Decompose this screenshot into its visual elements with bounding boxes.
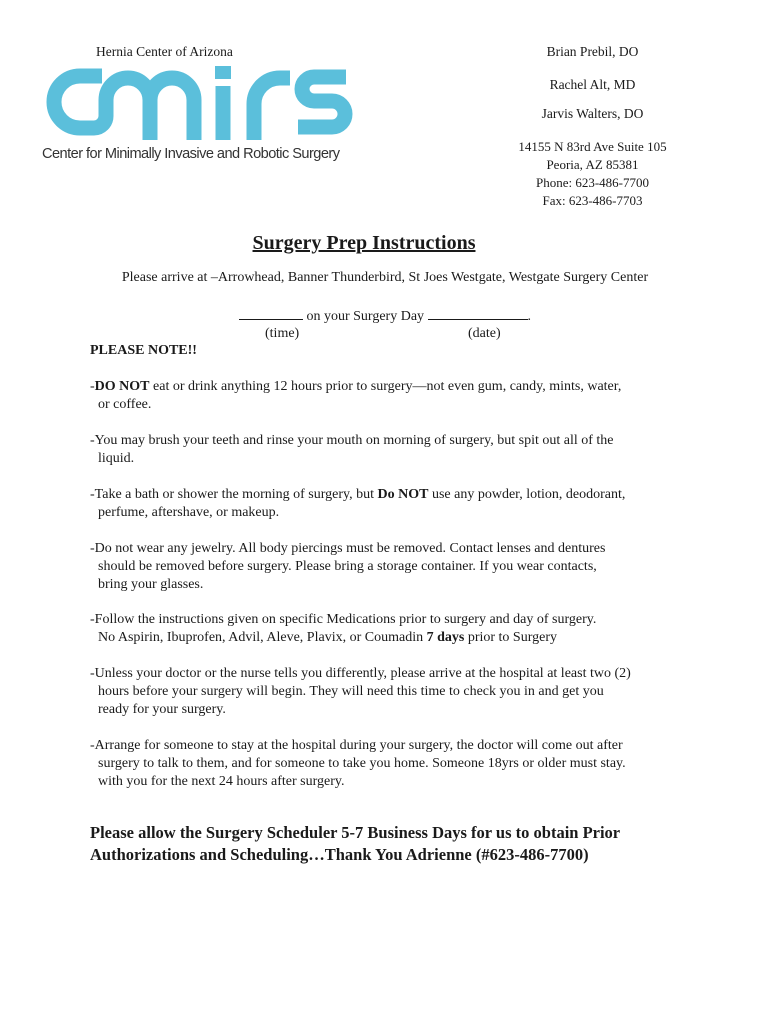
- address-street: 14155 N 83rd Ave Suite 105: [518, 139, 667, 154]
- instruction-item: [90, 611, 690, 647]
- text: -Take a bath or shower the morning of surgery, but: [90, 487, 378, 502]
- address-city: Peoria, AZ 85381: [546, 157, 639, 172]
- doctor-name: Brian Prebil, DO: [546, 44, 639, 59]
- instruction-line: liquid.: [98, 451, 135, 466]
- text: prior to Surgery: [464, 630, 558, 645]
- instruction-item: [90, 737, 690, 791]
- instruction-line: bring your glasses.: [98, 577, 204, 592]
- doctor-name: Jarvis Walters, DO: [541, 106, 644, 121]
- please-note-heading: PLEASE NOTE!!: [90, 343, 197, 358]
- instruction-line: -You may brush your teeth and rinse your mouth on morning of surgery, but spit out all of the: [90, 433, 614, 448]
- text: No Aspirin, Ibuprofen, Advil, Aleve, Plavix, or Coumadin: [98, 630, 427, 645]
- instruction-item: [90, 486, 690, 522]
- date-label: (date): [468, 326, 501, 341]
- phone-number: Phone: 623-486-7700: [535, 175, 650, 190]
- instruction-line: hours before your surgery will begin. They will need this time to check you in and get you: [98, 684, 604, 699]
- instruction-line: -Do not wear any jewelry. All body piercings must be removed. Contact lenses and dentures: [90, 541, 606, 556]
- scheduler-notice-line: Please allow the Surgery Scheduler 5-7 Business Days for us to obtain Prior: [90, 823, 621, 842]
- page-title: [0, 232, 728, 255]
- instruction-line: -Unless your doctor or the nurse tells you differently, please arrive at the hospital at least two (2): [90, 666, 631, 681]
- instruction-line: should be removed before surgery. Please bring a storage container. If you wear contacts,: [98, 559, 597, 574]
- instruction-item: [90, 540, 690, 594]
- instruction-line: surgery to talk to them, and for someone to take you home. Someone 18yrs or older must stay.: [98, 756, 626, 771]
- text: -: [90, 379, 95, 394]
- instruction-line: -Arrange for someone to stay at the hospital during your surgery, the doctor will come out after: [90, 738, 623, 753]
- time-label: (time): [265, 326, 300, 341]
- instruction-item: [90, 378, 690, 414]
- emphasis-text: 7 days: [426, 630, 465, 645]
- schedule-line: [0, 306, 770, 325]
- page-title-text: Surgery Prep Instructions: [252, 232, 476, 254]
- emphasis-text: Do NOT: [377, 487, 429, 502]
- cmirs-logo: [42, 62, 358, 142]
- instruction-item: [90, 665, 690, 719]
- cmirs-logo-icon: [42, 62, 358, 142]
- doctor-list: [490, 44, 695, 124]
- arrival-locations: Please arrive at –Arrowhead, Banner Thunderbird, St Joes Westgate, Westgate Surgery Center: [121, 270, 649, 285]
- time-blank-field[interactable]: [239, 306, 303, 320]
- org-name: Hernia Center of Arizona: [96, 44, 233, 59]
- instruction-line: ready for your surgery.: [98, 702, 226, 717]
- instruction-line: -Follow the instructions given on specific Medications prior to surgery and day of surgery.: [90, 612, 597, 627]
- fax-number: Fax: 623-486-7703: [542, 193, 643, 208]
- scheduler-notice: [90, 822, 690, 866]
- instruction-item: [90, 432, 690, 468]
- schedule-end-text: .: [527, 309, 532, 324]
- scheduler-notice-line: Authorizations and Scheduling…Thank You Adrienne (#623-486-7700): [90, 845, 589, 864]
- instruction-line: [90, 378, 690, 396]
- tagline: Center for Minimally Invasive and Robotic Surgery: [42, 146, 340, 162]
- instruction-line: with you for the next 24 hours after surgery.: [98, 774, 345, 789]
- instruction-line: [90, 486, 690, 504]
- doctor-name: Rachel Alt, MD: [549, 77, 636, 92]
- schedule-middle-text: on your Surgery Day: [302, 309, 428, 324]
- instruction-line: [90, 629, 690, 647]
- text: eat or drink anything 12 hours prior to surgery—not even gum, candy, mints, water,: [149, 379, 622, 394]
- date-blank-field[interactable]: [428, 306, 528, 320]
- instruction-line: perfume, aftershave, or makeup.: [98, 505, 280, 520]
- text: use any powder, lotion, deodorant,: [428, 487, 626, 502]
- emphasis-text: DO NOT: [94, 379, 150, 394]
- clinic-address: [490, 138, 695, 210]
- instruction-line: or coffee.: [98, 397, 152, 412]
